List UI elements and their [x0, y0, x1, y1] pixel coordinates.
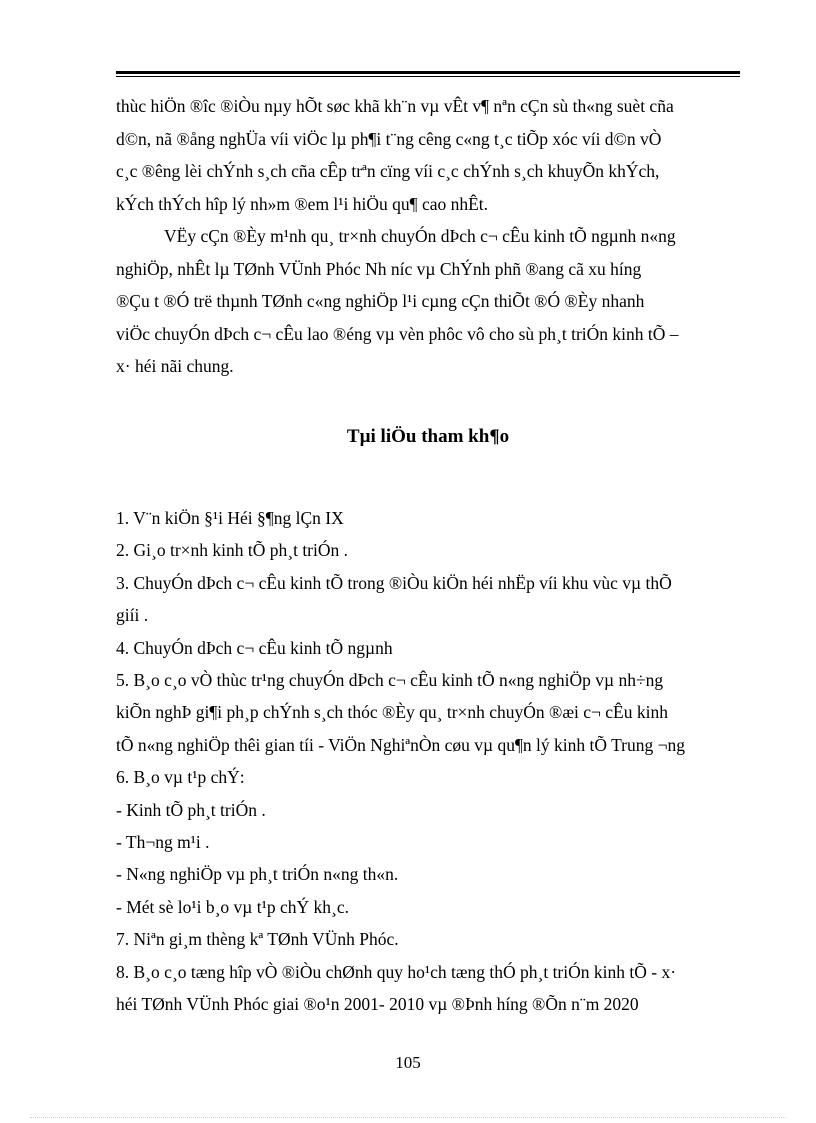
reference-line: héi TØnh VÜnh Phóc giai ®o¹n 2001- 2010 vµ ®Þnh híng ®Õn n¨m 2020 — [116, 994, 639, 1015]
reference-line: kiÕn nghÞ gi¶i ph¸p chÝnh s¸ch thóc ®Èy qu¸ tr×nh chuyÓn ®æi c¬ cÊu kinh — [116, 702, 668, 723]
header-rule-thin — [116, 76, 740, 77]
text-line: c¸c ®êng lèi chÝnh s¸ch cña cÊp trªn cïng víi c¸c chÝnh s¸ch khuyÕn khÝch, — [116, 161, 660, 181]
reference-line: 8. B¸o c¸o tæng hîp vÒ ®iÒu chØnh quy ho¹ch tæng thÓ ph¸t triÓn kinh tÕ - x· — [116, 961, 677, 982]
reference-line: 2. Gi¸o tr×nh kinh tÕ ph¸t triÓn . — [116, 540, 349, 561]
text-line: ®Çu t ®Ó trë thµnh TØnh c«ng nghiÖp l¹i cµng cÇn thiÕt ®Ó ®Èy nhanh — [116, 291, 645, 311]
reference-line: 6. B¸o vµ t¹p chÝ: — [116, 767, 245, 788]
text-line: nghiÖp, nhÊt lµ TØnh VÜnh Phóc Nh níc vµ ChÝnh phñ ®ang cã xu híng — [116, 258, 642, 279]
reference-line: - N«ng nghiÖp vµ ph¸t triÓn n«ng th«n. — [116, 864, 399, 885]
paragraph-2 — [116, 220, 740, 383]
reference-line: 1. V¨n kiÖn §¹i Héi §¶ng lÇn IX — [116, 508, 344, 528]
references-heading: Tµi liÖu tham kh¶o — [346, 426, 510, 447]
reference-line: 7. Niªn gi¸m thèng kª TØnh VÜnh Phóc. — [116, 929, 399, 950]
text-line: d©n, nã ®ång nghÜa víi viÖc lµ ph¶i t¨ng cêng c«ng t¸c tiÕp xóc víi d©n vÒ — [116, 128, 662, 149]
reference-line: 4. ChuyÓn dÞch c¬ cÊu kinh tÕ ngµnh — [116, 637, 393, 658]
paragraph-1 — [116, 90, 740, 220]
reference-line: 5. B¸o c¸o vÒ thùc tr¹ng chuyÓn dÞch c¬ cÊu kinh tÕ n«ng nghiÖp vµ nh÷ng — [116, 670, 664, 691]
document-page — [116, 90, 740, 1015]
text-line: kÝch thÝch hîp lý nh»m ®em l¹i hiÖu qu¶ cao nhÊt. — [116, 193, 489, 214]
text-line: x· héi nãi chung. — [116, 356, 234, 376]
reference-line: - Th¬ng m¹i . — [116, 832, 210, 853]
page-number: 105 — [395, 1053, 421, 1072]
text-line: viÖc chuyÓn dÞch c¬ cÊu lao ®éng vµ vèn phôc vô cho sù ph¸t triÓn kinh tÕ – — [116, 323, 679, 344]
text-line: VËy cÇn ®Èy m¹nh qu¸ tr×nh chuyÓn dÞch c¬ cÊu kinh tÕ ngµnh n«ng — [164, 226, 676, 246]
bottom-dotted-border — [30, 1117, 786, 1118]
text-line: thùc hiÖn ®îc ®iÒu nµy hÕt søc khã kh¨n vµ vÊt v¶ nªn cÇn sù th«ng suèt cña — [116, 96, 674, 116]
reference-line: tÕ n«ng nghiÖp thêi gian tíi - ViÖn NghiªnÒn cøu vµ qu¶n lý kinh tÕ Trung ¬ng — [116, 734, 685, 755]
reference-line: - Kinh tÕ ph¸t triÓn . — [116, 799, 266, 820]
reference-line: - Mét sè lo¹i b¸o vµ t¹p chÝ kh¸c. — [116, 896, 349, 917]
reference-line: giíi . — [116, 605, 149, 626]
references-list — [116, 502, 740, 1021]
reference-line: 3. ChuyÓn dÞch c¬ cÊu kinh tÕ trong ®iÒu kiÖn héi nhËp víi khu vùc vµ thÕ — [116, 572, 672, 593]
header-rule-thick — [116, 71, 740, 74]
